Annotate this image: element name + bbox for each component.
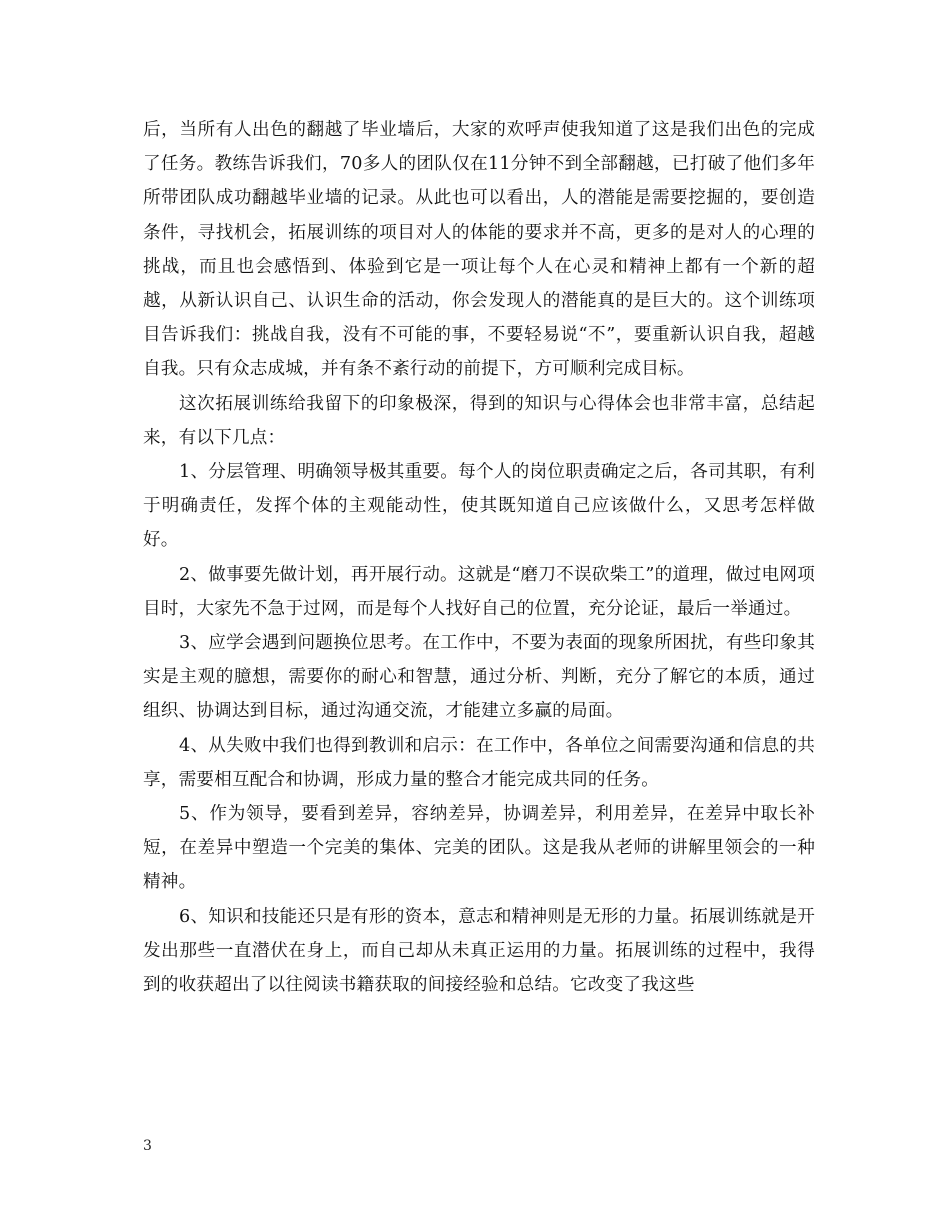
paragraph-point-4: 4、从失败中我们也得到教训和启示：在工作中，各单位之间需要沟通和信息的共享，需要相互配合和协调，形成力量的整合才能完成共同的任务。 bbox=[143, 735, 815, 790]
paragraph-point-5: 5、作为领导，要看到差异，容纳差异，协调差异，利用差异，在差异中取长补短，在差异中塑造一个完美的集体、完美的团队。这是我从老师的讲解里领会的一种精神。 bbox=[143, 804, 815, 893]
paragraph-continuation: 后，当所有人出色的翻越了毕业墙后，大家的欢呼声使我知道了这是我们出色的完成了任务。教练告诉我们，70多人的团队仅在11分钟不到全部翻越，已打破了他们多年所带团队成功翻越毕业墙的记录。从此也可以看出，人的潜能是需要挖掘的，要创造条件，寻找机会，拓展训练的项目对人的体能的要求并不高，更多的是对人的心理的挑战，而且也会感悟到、体验到它是一项让每个人在心灵和精神上都有一个新的超越，从新认识自己、认识生命的活动，你会发现人的潜能真的是巨大的。这个训练项目告诉我们：挑战自我，没有不可能的事，不要轻易说“不”，要重新认识自我，超越自我。只有众志成城，并有条不紊行动的前提下，方可顺利完成目标。 bbox=[143, 120, 815, 380]
paragraph-summary-intro: 这次拓展训练给我留下的印象极深，得到的知识与心得体会也非常丰富，总结起来，有以下几点： bbox=[143, 393, 815, 448]
paragraph-point-3: 3、应学会遇到问题换位思考。在工作中，不要为表面的现象所困扰，有些印象其实是主观的臆想，需要你的耐心和智慧，通过分析、判断，充分了解它的本质，通过组织、协调达到目标，通过沟通交流，才能建立多赢的局面。 bbox=[143, 633, 815, 722]
page-number: 3 bbox=[143, 1138, 152, 1154]
paragraph-point-2: 2、做事要先做计划，再开展行动。这就是“磨刀不误砍柴工”的道理，做过电网项目时，大家先不急于过网，而是每个人找好自己的位置，充分论证，最后一举通过。 bbox=[143, 564, 815, 619]
paragraph-point-1: 1、分层管理、明确领导极其重要。每个人的岗位职责确定之后，各司其职，有利于明确责任，发挥个体的主观能动性，使其既知道自己应该做什么，又思考怎样做好。 bbox=[143, 462, 815, 551]
paragraph-point-6: 6、知识和技能还只是有形的资本，意志和精神则是无形的力量。拓展训练就是开发出那些一直潜伏在身上，而自己却从未真正运用的力量。拓展训练的过程中，我得到的收获超出了以往阅读书籍获取的间接经验和总结。它改变了我这些 bbox=[143, 906, 815, 996]
body-text bbox=[143, 113, 815, 1002]
